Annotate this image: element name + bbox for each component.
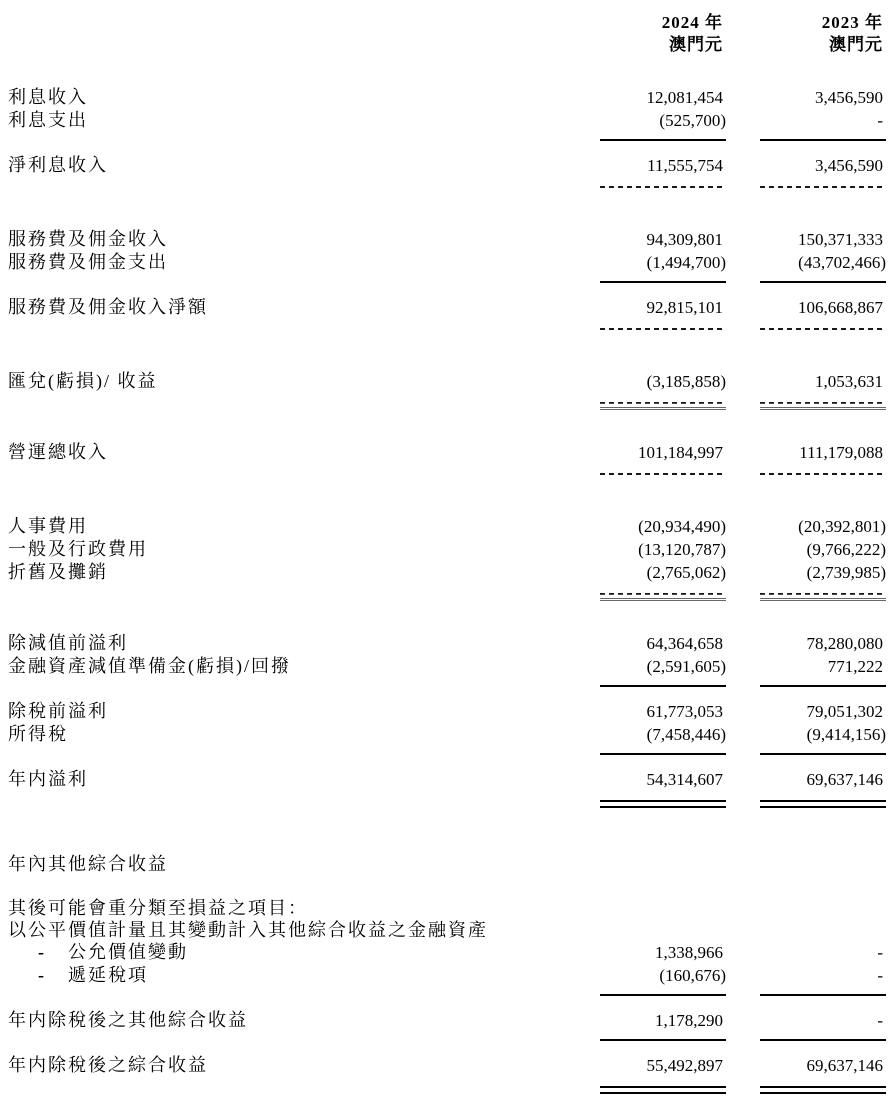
column-header-2024-currency: 澳門元 xyxy=(669,35,723,54)
amount-2024: (20,934,490) xyxy=(638,517,726,536)
amount-2023: - xyxy=(877,943,883,962)
amount-2023: (43,702,466) xyxy=(798,253,886,272)
amount-2023: 79,051,302 xyxy=(806,702,883,721)
amount-2024: 101,184,997 xyxy=(638,443,723,462)
row-label: 人事費用 xyxy=(8,516,88,536)
section-3 xyxy=(8,370,886,410)
amount-2023: 3,456,590 xyxy=(815,88,883,107)
statement-row xyxy=(8,441,886,464)
rule-2023-column xyxy=(760,1086,886,1094)
amount-2024: (13,120,787) xyxy=(638,540,726,559)
rule-2024-column xyxy=(600,593,726,601)
statement-row xyxy=(8,1054,886,1077)
row-label: 公允價值變動 xyxy=(68,942,188,962)
row-label: 一般及行政費用 xyxy=(8,539,148,559)
amount-2024: 94,309,801 xyxy=(646,230,723,249)
row-label: 除稅前溢利 xyxy=(8,701,108,721)
amount-2024: 55,492,897 xyxy=(646,1056,723,1075)
statement-row xyxy=(8,723,886,746)
section-5 xyxy=(8,515,886,601)
amount-2024: 1,178,290 xyxy=(655,1011,723,1030)
amount-2023: - xyxy=(877,966,883,985)
amount-2023: - xyxy=(877,1011,883,1030)
statement-row xyxy=(8,632,886,655)
row-label: 淨利息收入 xyxy=(8,155,108,175)
amount-2023: 78,280,080 xyxy=(806,634,883,653)
statement-row xyxy=(8,700,886,723)
rule-row-solid xyxy=(8,132,886,154)
amount-2023: 150,371,333 xyxy=(798,230,883,249)
rule-row-dash-double xyxy=(8,393,886,410)
amount-2024: 64,364,658 xyxy=(646,634,723,653)
statement-row xyxy=(8,251,886,274)
rule-2023-column xyxy=(760,1039,886,1041)
amount-2024: (3,185,858) xyxy=(646,372,726,391)
column-header-2023-currency: 澳門元 xyxy=(829,35,883,54)
amount-2023: 69,637,146 xyxy=(806,1056,883,1075)
amount-2024: (2,765,062) xyxy=(646,563,726,582)
rule-2023-column xyxy=(760,994,886,996)
rule-2023-column xyxy=(760,753,886,755)
amount-2023: 69,637,146 xyxy=(806,770,883,789)
section-8 xyxy=(8,897,886,1094)
statement-row xyxy=(8,853,886,875)
row-label: 其後可能會重分類至損益之項目： xyxy=(8,898,308,918)
amount-2023: - xyxy=(877,111,883,130)
statement-row xyxy=(8,296,886,319)
rule-row-double xyxy=(8,791,886,808)
amount-2023: (9,766,222) xyxy=(806,540,886,559)
rule-2024-column xyxy=(600,994,726,996)
rule-2024-column xyxy=(600,473,726,475)
rule-2024-column xyxy=(600,186,726,188)
row-label: 年內其他綜合收益 xyxy=(8,854,168,874)
statement-row xyxy=(8,1009,886,1032)
column-header-currency-row xyxy=(8,34,886,56)
rule-row-solid xyxy=(8,678,886,700)
amount-2023: 3,456,590 xyxy=(815,156,883,175)
row-label: 所得稅 xyxy=(8,724,68,744)
amount-2024: 54,314,607 xyxy=(646,770,723,789)
amount-2023: 111,179,088 xyxy=(799,443,883,462)
row-label: 以公平價值計量且其變動計入其他綜合收益之金融資產 xyxy=(8,920,488,940)
section-4 xyxy=(8,441,886,475)
rule-2024-column xyxy=(600,1039,726,1041)
statement-row xyxy=(8,941,886,964)
statement-row xyxy=(8,897,886,919)
rule-2024-column xyxy=(600,1086,726,1094)
row-label: 服務費及佣金支出 xyxy=(8,252,168,272)
rule-2023-column xyxy=(760,139,886,141)
statement-row xyxy=(8,538,886,561)
row-label: 除減值前溢利 xyxy=(8,633,128,653)
statement-row xyxy=(8,515,886,538)
statement-row xyxy=(8,919,886,941)
amount-2023: 106,668,867 xyxy=(798,298,883,317)
rule-2024-column xyxy=(600,328,726,330)
rule-2023-column xyxy=(760,186,886,188)
rule-row-solid xyxy=(8,274,886,296)
list-dash: - xyxy=(38,942,44,962)
row-label: 利息支出 xyxy=(8,110,88,130)
amount-2024: 12,081,454 xyxy=(646,88,723,107)
rule-row-solid xyxy=(8,987,886,1009)
amount-2023: (2,739,985) xyxy=(806,563,886,582)
column-header-2023-year: 2023 年 xyxy=(821,13,883,32)
rule-row-solid xyxy=(8,1032,886,1054)
row-label: 年内溢利 xyxy=(8,769,88,789)
amount-2024: 11,555,754 xyxy=(647,156,723,175)
row-label: 年内除稅後之其他綜合收益 xyxy=(8,1010,248,1030)
amount-2024: 1,338,966 xyxy=(655,943,723,962)
amount-2024: (2,591,605) xyxy=(646,657,726,676)
column-header-2024-year: 2024 年 xyxy=(661,13,723,32)
row-label: 服務費及佣金收入 xyxy=(8,229,168,249)
rule-2024-column xyxy=(600,139,726,141)
rule-2024-column xyxy=(600,685,726,687)
rule-2023-column xyxy=(760,473,886,475)
row-label: 服務費及佣金收入淨額 xyxy=(8,297,208,317)
rule-2024-column xyxy=(600,402,726,410)
rule-row-solid xyxy=(8,746,886,768)
statement-row xyxy=(8,964,886,987)
statement-row xyxy=(8,561,886,584)
statement-row xyxy=(8,86,886,109)
row-label: 折舊及攤銷 xyxy=(8,562,108,582)
rule-2024-column xyxy=(600,800,726,808)
row-label: 遞延稅項 xyxy=(68,965,148,985)
row-label: 營運總收入 xyxy=(8,442,108,462)
statement-row xyxy=(8,768,886,791)
section-1 xyxy=(8,86,886,188)
rule-2024-column xyxy=(600,753,726,755)
amount-2024: (160,676) xyxy=(659,966,726,985)
statement-row xyxy=(8,370,886,393)
amount-2024: 92,815,101 xyxy=(646,298,723,317)
column-header-year-row xyxy=(8,12,886,34)
rule-row-dash-double xyxy=(8,584,886,601)
row-label: 利息收入 xyxy=(8,87,88,107)
list-dash: - xyxy=(38,965,44,985)
rule-2023-column xyxy=(760,281,886,283)
rule-row-dashed xyxy=(8,177,886,188)
statement-body xyxy=(8,86,886,1094)
rule-row-double xyxy=(8,1077,886,1094)
amount-2024: (1,494,700) xyxy=(646,253,726,272)
statement-row xyxy=(8,228,886,251)
amount-2024: (525,700) xyxy=(659,111,726,130)
amount-2023: 771,222 xyxy=(827,657,883,676)
section-7 xyxy=(8,853,886,875)
statement-row xyxy=(8,154,886,177)
amount-2024: (7,458,446) xyxy=(646,725,726,744)
rule-2023-column xyxy=(760,593,886,601)
section-6 xyxy=(8,632,886,808)
amount-2023: 1,053,631 xyxy=(815,372,883,391)
amount-2023: (9,414,156) xyxy=(806,725,886,744)
rule-2023-column xyxy=(760,800,886,808)
rule-2024-column xyxy=(600,281,726,283)
section-2 xyxy=(8,228,886,330)
row-label: 匯兌(虧損)/ 收益 xyxy=(8,371,158,391)
rule-row-dashed xyxy=(8,319,886,330)
amount-2023: (20,392,801) xyxy=(798,517,886,536)
row-label: 金融資產減值準備金(虧損)/回撥 xyxy=(8,656,291,676)
row-label: 年内除稅後之綜合收益 xyxy=(8,1055,208,1075)
statement-row xyxy=(8,109,886,132)
rule-2023-column xyxy=(760,328,886,330)
amount-2024: 61,773,053 xyxy=(646,702,723,721)
rule-2023-column xyxy=(760,402,886,410)
statement-row xyxy=(8,655,886,678)
rule-row-dashed xyxy=(8,464,886,475)
rule-2023-column xyxy=(760,685,886,687)
